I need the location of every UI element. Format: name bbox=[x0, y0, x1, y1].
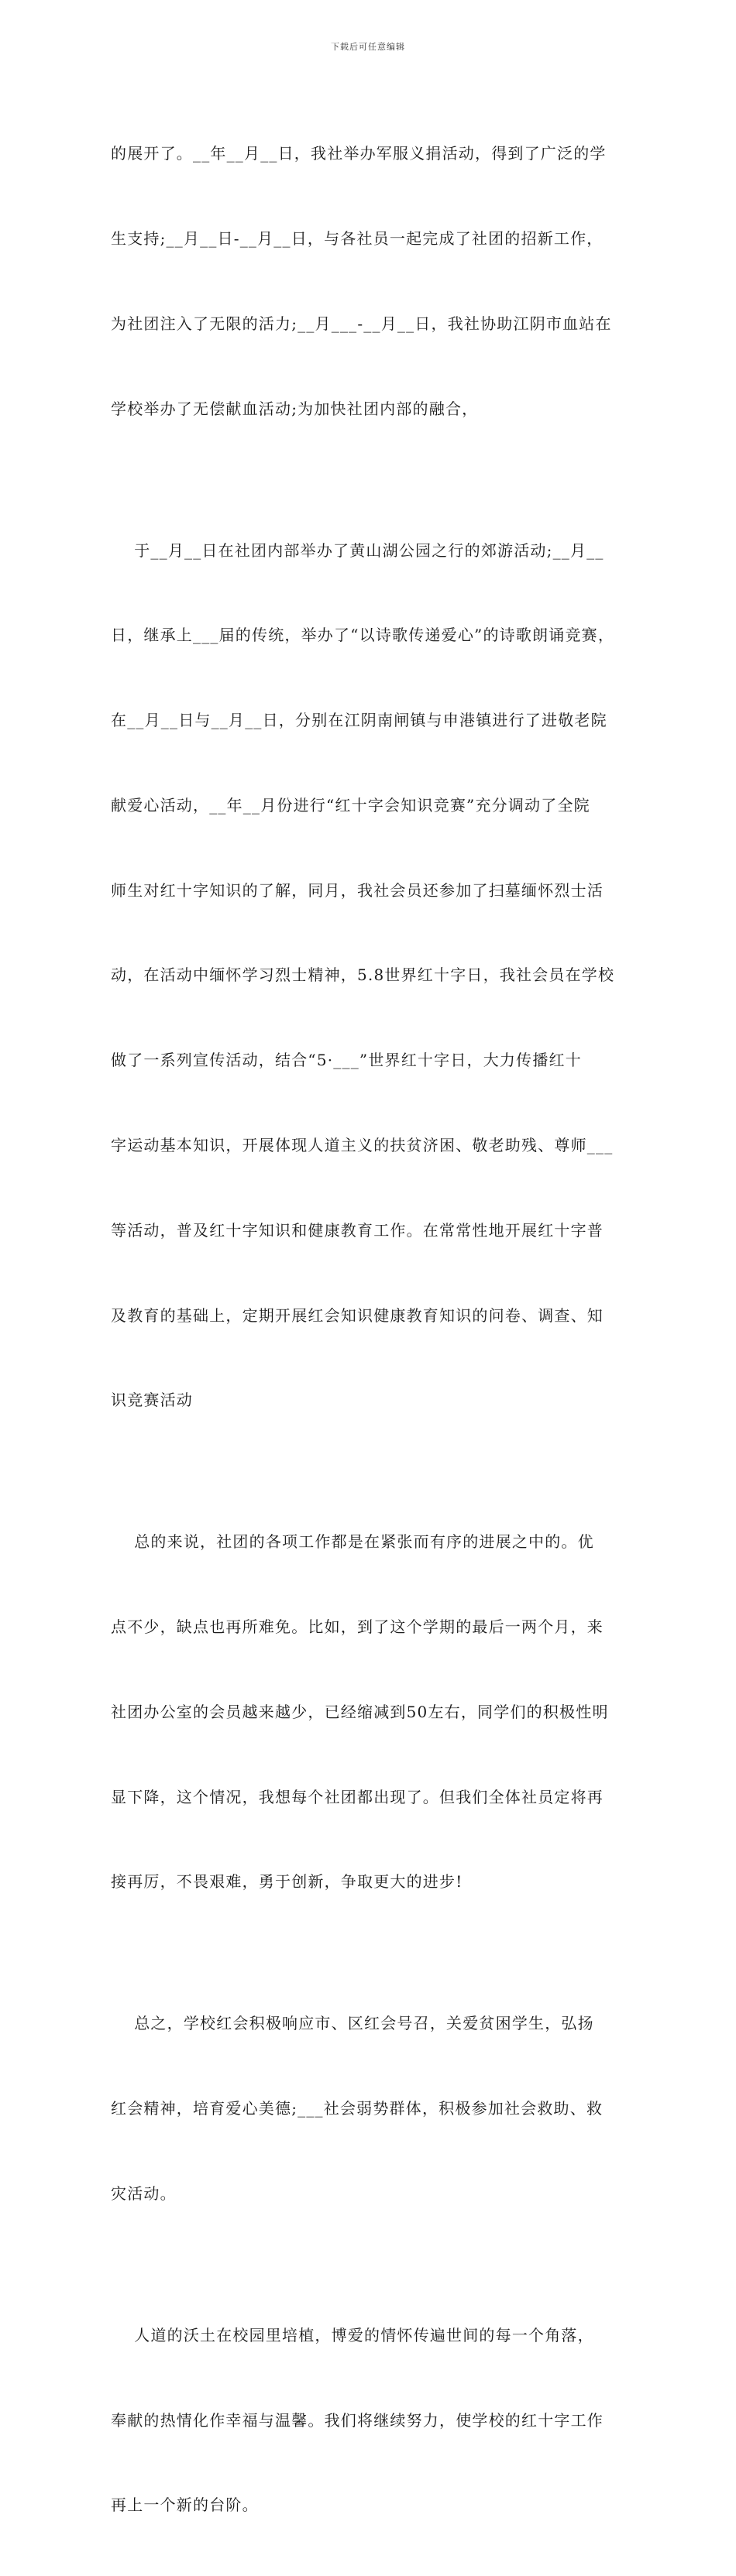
text-line: 为社团注入了无限的活力;__月___-__月__日，我社协助江阴市血站在 bbox=[111, 314, 612, 333]
text-line: 师生对红十字知识的了解，同月，我社会员还参加了扫墓缅怀烈士活 bbox=[111, 880, 604, 900]
text-line: 做了一系列宣传活动，结合“5·___”世界红十字日，大力传播红十 bbox=[111, 1051, 582, 1070]
text-line: 红会精神，培育爱心美德;___社会弱势群体，积极参加社会救助、救 bbox=[111, 2099, 604, 2118]
text-line: 日，继承上___届的传统，举办了“以诗歌传递爱心”的诗歌朗诵竞赛， bbox=[111, 626, 615, 645]
text-line: 学校举办了无偿献血活动;为加快社团内部的融合， bbox=[111, 399, 479, 418]
text-line: 人道的沃土在校园里培植，博爱的情怀传遍世间的每一个角落， bbox=[111, 2325, 594, 2344]
text-line: 等活动，普及红十字知识和健康教育工作。在常常性地开展红十字普 bbox=[111, 1220, 604, 1240]
text-line: 在__月__日与__月__日，分别在江阴南闸镇与申港镇进行了进敬老院 bbox=[111, 711, 607, 730]
paragraph-1 bbox=[111, 83, 630, 479]
text-line: 识竞赛活动 bbox=[111, 1391, 193, 1410]
text-line: 献爱心活动，__年__月份进行“红十字会知识竞赛”充分调动了全院 bbox=[111, 795, 590, 815]
document-body bbox=[111, 83, 630, 2576]
text-line: 于__月__日在社团内部举办了黄山湖公园之行的郊游活动;__月__ bbox=[111, 540, 604, 560]
text-line: 奉献的热情化作幸福与温馨。我们将继续努力，使学校的红十字工作 bbox=[111, 2410, 604, 2430]
text-line: 的展开了。__年__月__日，我社举办军服义捐活动，得到了广泛的学 bbox=[111, 144, 607, 163]
text-line: 再上一个新的台阶。 bbox=[111, 2495, 259, 2515]
page-header-note: 下载后可任意编辑 bbox=[331, 42, 405, 52]
text-line: 点不少，缺点也再所难免。比如，到了这个学期的最后一两个月，来 bbox=[111, 1617, 604, 1637]
text-line: 字运动基本知识，开展体现人道主义的扶贫济困、敬老助残、尊师___ bbox=[111, 1135, 614, 1154]
text-line: 总的来说，社团的各项工作都是在紧张而有序的进展之中的。优 bbox=[111, 1532, 594, 1552]
text-line: 灾活动。 bbox=[111, 2183, 177, 2203]
text-line: 接再厉，不畏艰难，勇于创新，争取更大的进步! bbox=[111, 1872, 463, 1892]
text-line: 生支持;__月__日-__月__日，与各社员一起完成了社团的招新工作， bbox=[111, 228, 604, 248]
text-line: 总之，学校红会积极响应市、区红会号召，关爱贫困学生，弘扬 bbox=[111, 2014, 594, 2033]
paragraph-2 bbox=[111, 479, 630, 1471]
text-line: 动，在活动中缅怀学习烈士精神，5.8世界红十字日，我社会员在学校 bbox=[111, 966, 615, 985]
paragraph-5 bbox=[111, 2265, 630, 2576]
text-line: 显下降，这个情况，我想每个社团都出现了。但我们全体社员定将再 bbox=[111, 1787, 604, 1806]
paragraph-4 bbox=[111, 1953, 630, 2265]
text-line: 及教育的基础上，定期开展红会知识健康教育知识的问卷、调查、知 bbox=[111, 1305, 604, 1325]
text-line: 社团办公室的会员越来越少，已经缩减到50左右，同学们的积极性明 bbox=[111, 1702, 609, 1721]
paragraph-3 bbox=[111, 1471, 630, 1953]
